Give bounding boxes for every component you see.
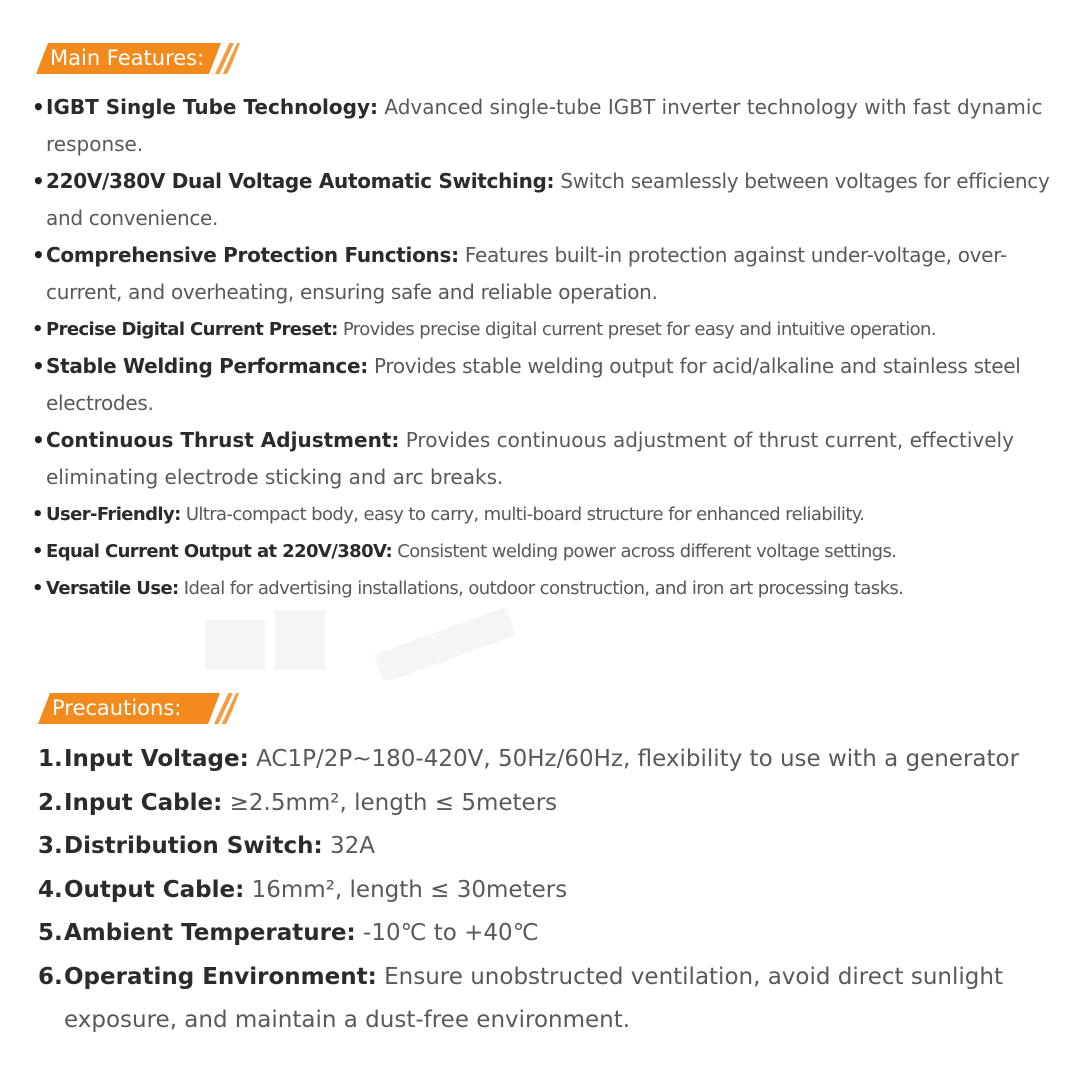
- precaution-item: [38, 869, 1048, 913]
- main-features-heading: [36, 43, 246, 74]
- precaution-number: 3.: [38, 833, 63, 859]
- precaution-item: [38, 782, 1048, 826]
- bullet-icon: •: [32, 354, 45, 378]
- precaution-number: 5.: [38, 920, 63, 946]
- precautions-list: [38, 738, 1048, 1043]
- precaution-text: 32A: [330, 833, 376, 859]
- precaution-title: Input Voltage:: [64, 746, 249, 772]
- feature-text: Consistent welding power across different voltage settings.: [397, 541, 897, 562]
- feature-title: Stable Welding Performance:: [46, 354, 368, 378]
- feature-item: [30, 348, 1060, 422]
- precaution-title: Ambient Temperature:: [64, 920, 356, 946]
- precaution-number: 6.: [38, 963, 63, 990]
- feature-title: Continuous Thrust Adjustment:: [46, 428, 400, 452]
- bullet-icon: •: [32, 578, 43, 599]
- background-watermark: [195, 600, 535, 680]
- precaution-text: AC1P/2P~180-420V, 50Hz/60Hz, flexibility to use with a generator: [256, 746, 1020, 772]
- bullet-icon: •: [32, 319, 43, 340]
- feature-text: Ideal for advertising installations, outdoor construction, and iron art processing tasks.: [183, 578, 904, 599]
- precaution-text: ≥2.5mm², length ≤ 5meters: [229, 789, 558, 816]
- precaution-title: Input Cable:: [64, 789, 223, 816]
- feature-text: Ultra-compact body, easy to carry, multi-board structure for enhanced reliability.: [185, 504, 865, 525]
- feature-item: [30, 496, 1060, 533]
- feature-text: Provides precise digital current preset for easy and intuitive operation.: [342, 319, 936, 340]
- feature-text: Switch seamlessly between voltages for efficiency and convenience.: [46, 169, 1050, 230]
- precaution-number: 1.: [38, 746, 63, 772]
- bullet-icon: •: [32, 428, 45, 452]
- features-list: [30, 89, 1060, 607]
- feature-title: 220V/380V Dual Voltage Automatic Switching:: [46, 169, 555, 193]
- feature-text: Provides continuous adjustment of thrust current, effectively eliminating electrode sticking and arc breaks.: [46, 428, 1014, 489]
- precautions-heading-text: Precautions:: [52, 696, 182, 720]
- bullet-icon: •: [32, 541, 43, 562]
- feature-title: User-Friendly:: [46, 504, 181, 525]
- feature-text: Features built-in protection against under-voltage, over-current, and overheating, ensuring safe and reliable operation.: [46, 243, 1007, 304]
- precaution-item: [38, 956, 1048, 1043]
- feature-item: [30, 163, 1060, 237]
- feature-title: Precise Digital Current Preset:: [46, 319, 338, 340]
- bullet-icon: •: [32, 243, 45, 267]
- precaution-title: Output Cable:: [64, 876, 245, 903]
- precaution-number: 4.: [38, 876, 63, 903]
- feature-text: Provides stable welding output for acid/alkaline and stainless steel electrodes.: [46, 354, 1021, 415]
- feature-title: IGBT Single Tube Technology:: [46, 95, 379, 119]
- feature-title: Versatile Use:: [46, 578, 179, 599]
- precaution-title: Operating Environment:: [64, 963, 377, 990]
- precaution-number: 2.: [38, 789, 63, 816]
- feature-item: [30, 422, 1060, 496]
- precaution-title: Distribution Switch:: [64, 833, 323, 859]
- feature-text: Advanced single-tube IGBT inverter technology with fast dynamic response.: [46, 95, 1043, 156]
- precaution-text: Ensure unobstructed ventilation, avoid direct sunlight exposure, and maintain a dust-free environment.: [64, 963, 1003, 1033]
- main-features-heading-text: Main Features:: [50, 46, 205, 70]
- feature-title: Comprehensive Protection Functions:: [46, 243, 459, 267]
- bullet-icon: •: [32, 504, 43, 525]
- feature-item: [30, 89, 1060, 163]
- precautions-heading: [38, 693, 248, 724]
- feature-item: [30, 533, 1060, 570]
- precaution-item: [38, 825, 1048, 869]
- feature-title: Equal Current Output at 220V/380V:: [46, 541, 393, 562]
- precaution-item: [38, 738, 1048, 782]
- bullet-icon: •: [32, 95, 45, 119]
- feature-item: [30, 311, 1060, 348]
- precaution-item: [38, 912, 1048, 956]
- feature-item: [30, 237, 1060, 311]
- bullet-icon: •: [32, 169, 45, 193]
- precaution-text: -10℃ to +40℃: [363, 920, 539, 946]
- feature-item: [30, 570, 1060, 607]
- precaution-text: 16mm², length ≤ 30meters: [251, 876, 568, 903]
